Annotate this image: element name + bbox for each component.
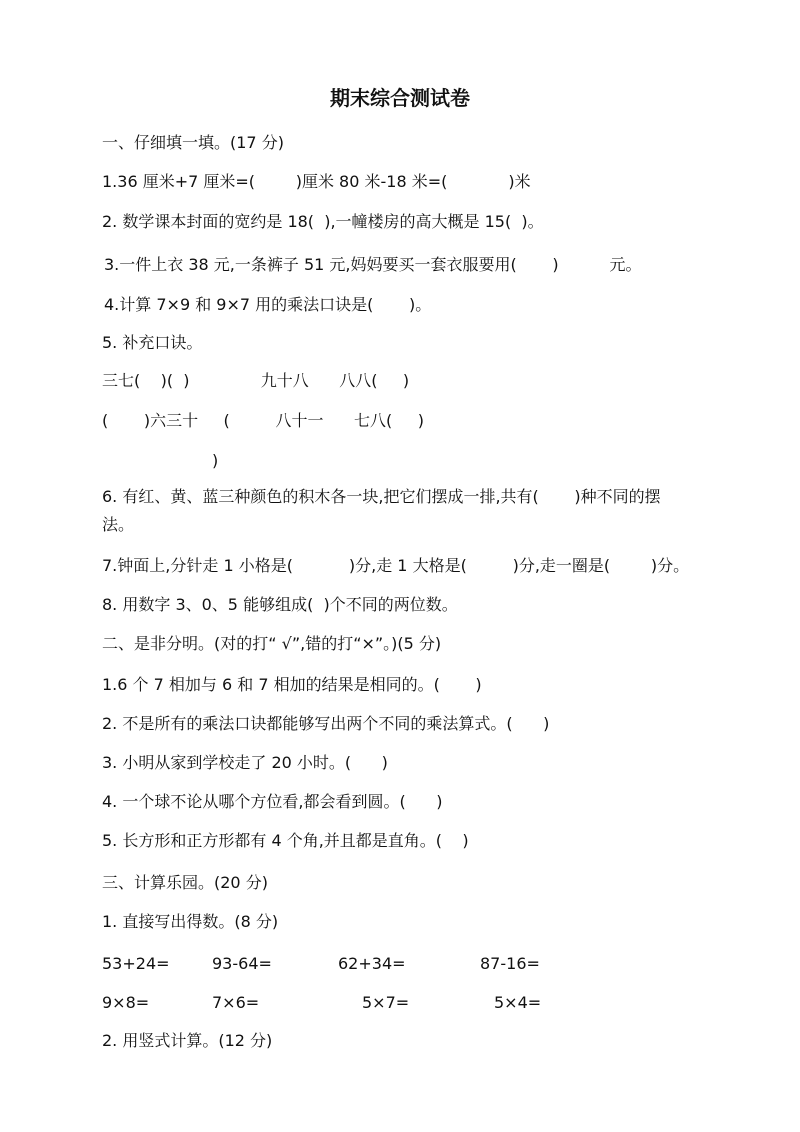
question-1-1: 1.36 厘米+7 厘米=( )厘米 80 米-18 米=( )米 (102, 172, 531, 191)
arithmetic-item: 9×8= (102, 993, 150, 1012)
question-3-1-title: 1. 直接写出得数。(8 分) (102, 912, 279, 931)
question-2-1: 1.6 个 7 相加与 6 和 7 相加的结果是相同的。( ) (102, 675, 482, 694)
question-1-5-row2: ( )六三十 ( 八十一 七八( ) (102, 411, 424, 430)
question-1-4: 4.计算 7×9 和 9×7 用的乘法口诀是( )。 (104, 295, 432, 314)
question-1-3: 3.一件上衣 38 元,一条裤子 51 元,妈妈要买一套衣服要用( ) 元。 (104, 255, 642, 274)
question-1-5-row1: 三七( )( ) 九十八 八八( ) (102, 371, 410, 390)
question-1-6-line1: 6. 有红、黄、蓝三种颜色的积木各一块,把它们摆成一排,共有( )种不同的摆 (102, 487, 661, 506)
arithmetic-item: 62+34= (338, 954, 406, 973)
arithmetic-item: 87-16= (480, 954, 540, 973)
question-2-3: 3. 小明从家到学校走了 20 小时。( ) (102, 753, 388, 772)
question-1-6-line2: 法。 (102, 515, 135, 534)
question-1-8: 8. 用数字 3、0、5 能够组成( )个不同的两位数。 (102, 595, 458, 614)
arithmetic-item: 53+24= (102, 954, 170, 973)
question-1-5-row2-close: ) (212, 451, 219, 470)
section3-heading: 三、计算乐园。(20 分) (102, 873, 268, 892)
arithmetic-item: 5×4= (494, 993, 542, 1012)
question-1-7: 7.钟面上,分针走 1 小格是( )分,走 1 大格是( )分,走一圈是( )分。 (102, 556, 690, 575)
question-3-2-title: 2. 用竖式计算。(12 分) (102, 1031, 273, 1050)
question-2-4: 4. 一个球不论从哪个方位看,都会看到圆。( ) (102, 792, 443, 811)
arithmetic-item: 5×7= (362, 993, 410, 1012)
question-1-2: 2. 数学课本封面的宽约是 18( ),一幢楼房的高大概是 15( )。 (102, 212, 544, 231)
section2-heading: 二、是非分明。(对的打“ √”,错的打“×”。)(5 分) (102, 634, 442, 653)
arithmetic-item: 93-64= (212, 954, 272, 973)
section1-heading: 一、仔细填一填。(17 分) (102, 133, 284, 152)
arithmetic-item: 7×6= (212, 993, 260, 1012)
question-2-2: 2. 不是所有的乘法口诀都能够写出两个不同的乘法算式。( ) (102, 714, 550, 733)
page-title: 期末综合测试卷 (330, 86, 470, 110)
question-1-5: 5. 补充口诀。 (102, 333, 203, 352)
question-2-5: 5. 长方形和正方形都有 4 个角,并且都是直角。( ) (102, 831, 469, 850)
